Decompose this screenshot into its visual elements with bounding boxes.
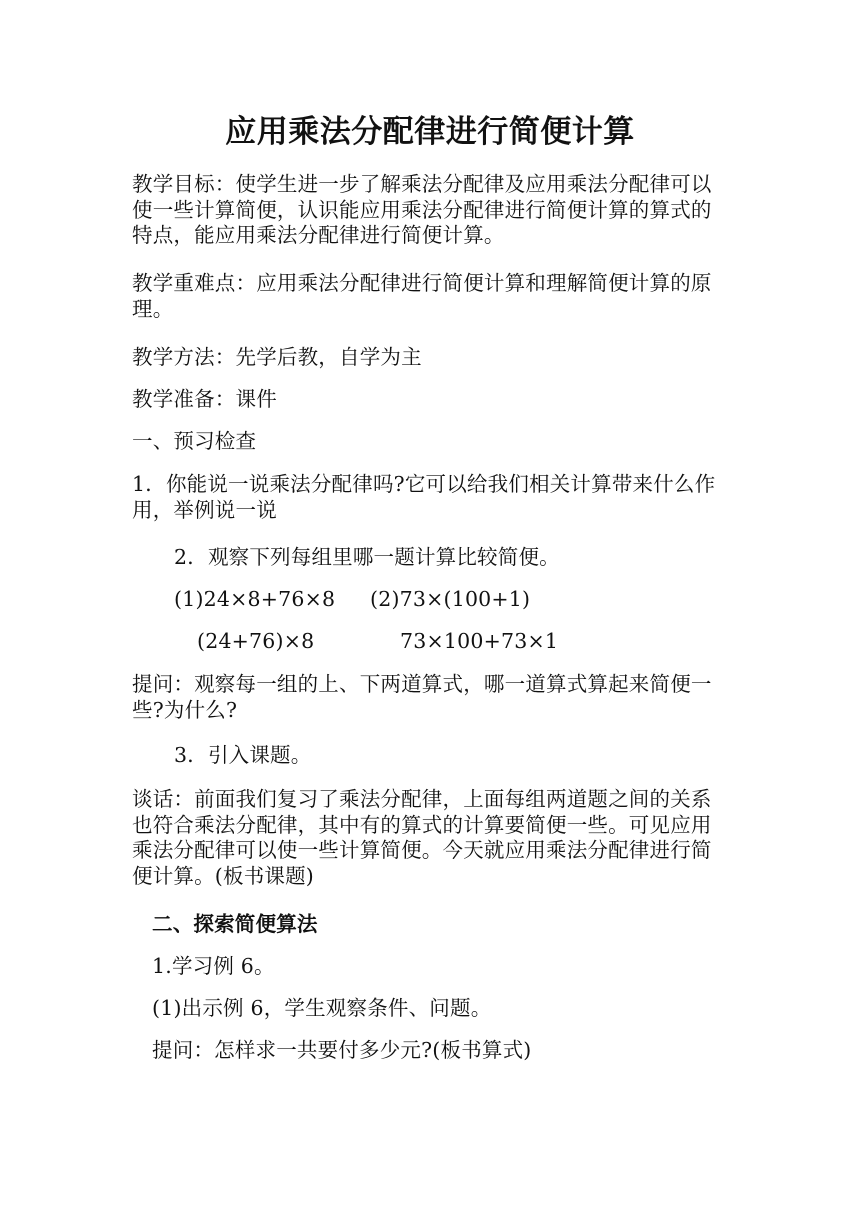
teaching-preparation-line: 教学准备：课件 [132,387,277,411]
expression-group-1-bottom: (24+76)×8 [197,629,315,653]
teaching-objective-paragraph: 教学目标：使学生进一步了解乘法分配律及应用乘法分配律可以使一些计算简便，认识能应用乘法分配律进行简便计算的算式的特点，能应用乘法分配律进行简便计算。 [132,172,712,247]
show-example-item: (1)出示例 6，学生观察条件、问题。 [152,996,492,1020]
expression-group-2-bottom: 73×100+73×1 [400,629,559,653]
final-question-line: 提问：怎样求一共要付多少元?(板书算式) [152,1038,532,1062]
preview-question-1: 1．你能说一说乘法分配律吗?它可以给我们相关计算带来什么作用，举例说一说 [132,472,716,522]
talk-paragraph: 谈话：前面我们复习了乘法分配律，上面每组两道题之间的关系也符合乘法分配律，其中有的算式的计算要简便一些。可见应用乘法分配律可以使一些计算简便。今天就应用乘法分配律进行简便计算。(板书课题) [132,787,712,888]
section-preview-heading: 一、预习检查 [132,429,257,453]
preview-question-2: 2．观察下列每组里哪一题计算比较简便。 [174,545,560,569]
section-explore-heading: 二、探索简便算法 [152,912,318,936]
expression-group-2-top: (2)73×(100+1) [370,587,531,611]
teaching-method-line: 教学方法：先学后教，自学为主 [132,345,422,369]
expression-group-1-top: (1)24×8+76×8 [174,587,336,611]
document-title: 应用乘法分配律进行简便计算 [225,114,635,150]
question-paragraph: 提问：观察每一组的上、下两道算式，哪一道算式算起来简便一些?为什么? [132,672,712,722]
study-example-item: 1.学习例 6。 [152,954,275,978]
teaching-difficulty-paragraph: 教学重难点：应用乘法分配律进行简便计算和理解简便计算的原理。 [132,271,712,321]
introduce-topic-item: 3．引入课题。 [174,743,312,767]
